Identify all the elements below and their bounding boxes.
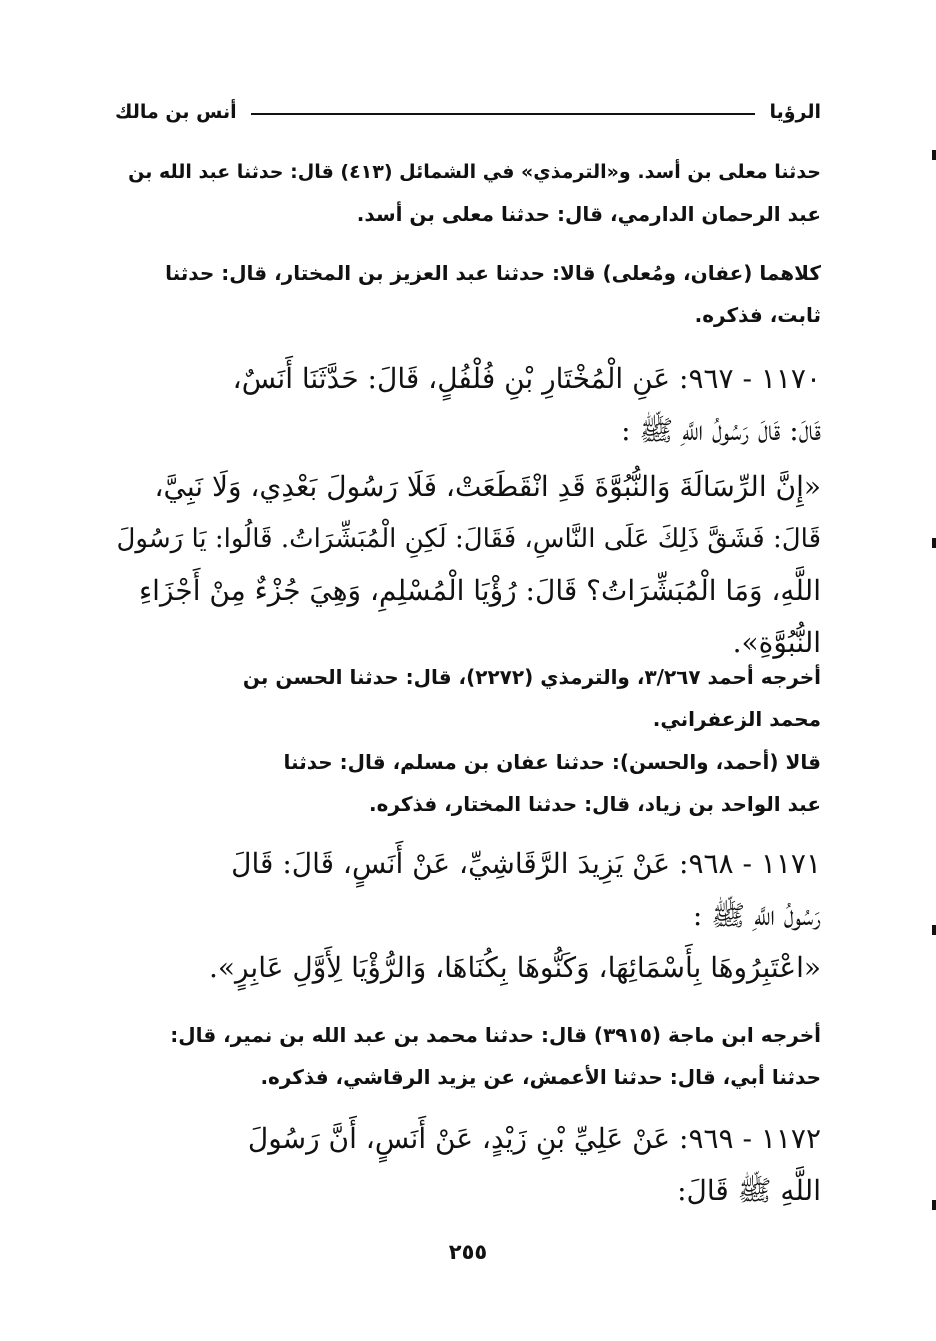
hadith-line: ١١٧٠ - ٩٦٧: عَنِ الْمُخْتَارِ بْنِ فُلْفُلٍ، قَالَ: حَدَّثَنَا أَنَسٌ، — [232, 362, 821, 395]
note-paragraph-4 — [115, 741, 821, 825]
hadith-line: ١١٧١ - ٩٦٨: عَنْ يَزِيدَ الرَّقَاشِيِّ، عَنْ أَنَسٍ، قَالَ: قَالَ — [231, 847, 821, 880]
text-line: عبد الواحد بن زياد، قال: حدثنا المختار، فذكره. — [369, 792, 821, 816]
hadith-line: قَالَ: قَالَ رَسُولُ اللَّهِ ﷺ : — [621, 414, 821, 447]
note-paragraph-5 — [115, 1014, 821, 1098]
note-paragraph-2 — [115, 252, 821, 336]
hadith-line: «اعْتَبِرُوهَا بِأَسْمَائِهَا، وَكَنُّوهَا بِكُنَاهَا، وَالرُّؤْيَا لِأَوَّلِ عَابِرٍ». — [208, 951, 821, 984]
running-header — [115, 92, 821, 132]
header-narrator-title: أنس بن مالك — [115, 101, 237, 123]
note-paragraph-1 — [115, 151, 821, 235]
hadith-1170-heading — [115, 353, 821, 457]
hadith-line: رَسُولُ اللَّهِ ﷺ : — [692, 899, 821, 932]
text-line: حدثنا معلى بن أسد. و«الترمذي» في الشمائل (٤١٣) قال: حدثنا عبد الله بن — [128, 161, 821, 183]
hadith-1172 — [115, 1113, 821, 1217]
text-line: حدثنا أبي، قال: حدثنا الأعمش، عن يزيد الرقاشي، فذكره. — [260, 1065, 821, 1089]
text-line: قالا (أحمد، والحسن): حدثنا عفان بن مسلم، قال: حدثنا — [283, 750, 821, 774]
hadith-line: قَالَ: فَشَقَّ ذَلِكَ عَلَى النَّاسِ، فَقَالَ: لَكِنِ الْمُبَشِّرَاتُ. قَالُوا: يَا رَسُولَ — [116, 524, 821, 554]
hadith-line: «إِنَّ الرِّسَالَةَ وَالنُّبُوَّةَ قَدِ انْقَطَعَتْ، فَلَا رَسُولَ بَعْدِي، وَلَا نَبِيَّ، — [154, 470, 821, 503]
hadith-line: اللَّهِ، وَمَا الْمُبَشِّرَاتُ؟ قَالَ: رُؤْيَا الْمُسْلِمِ، وَهِيَ جُزْءٌ مِنْ أَجْزَاءِ — [139, 574, 821, 607]
text-line: أخرجه ابن ماجة (٣٩١٥) قال: حدثنا محمد بن عبد الله بن نمير، قال: — [170, 1023, 821, 1047]
hadith-line: النُّبُوَّةِ». — [732, 626, 821, 659]
hadith-line: ١١٧٢ - ٩٦٩: عَنْ عَلِيِّ بْنِ زَيْدٍ، عَنْ أَنَسٍ، أَنَّ رَسُولَ — [247, 1122, 821, 1155]
hadith-1170-text — [115, 461, 821, 669]
scan-edge-mark — [932, 538, 936, 548]
scan-edge-mark — [932, 150, 936, 160]
page-number: ٢٥٥ — [448, 1240, 488, 1264]
note-paragraph-3 — [115, 656, 821, 740]
text-line: ثابت، فذكره. — [694, 303, 821, 327]
text-line: محمد الزعفراني. — [652, 707, 821, 731]
header-chapter-title: الرؤيا — [769, 101, 821, 123]
text-line: كلاهما (عفان، ومُعلى) قالا: حدثنا عبد العزيز بن المختار، قال: حدثنا — [165, 261, 821, 285]
hadith-1171 — [115, 838, 821, 994]
header-rule — [251, 113, 756, 115]
hadith-line: اللَّهِ ﷺ قَالَ: — [677, 1174, 821, 1207]
text-line: عبد الرحمان الدارمي، قال: حدثنا معلى بن أسد. — [356, 202, 821, 226]
scan-edge-mark — [932, 1200, 936, 1210]
text-line: أخرجه أحمد ٣/٢٦٧، والترمذي (٢٢٧٢)، قال: حدثنا الحسن بن — [242, 665, 821, 689]
scan-edge-mark — [932, 925, 936, 935]
